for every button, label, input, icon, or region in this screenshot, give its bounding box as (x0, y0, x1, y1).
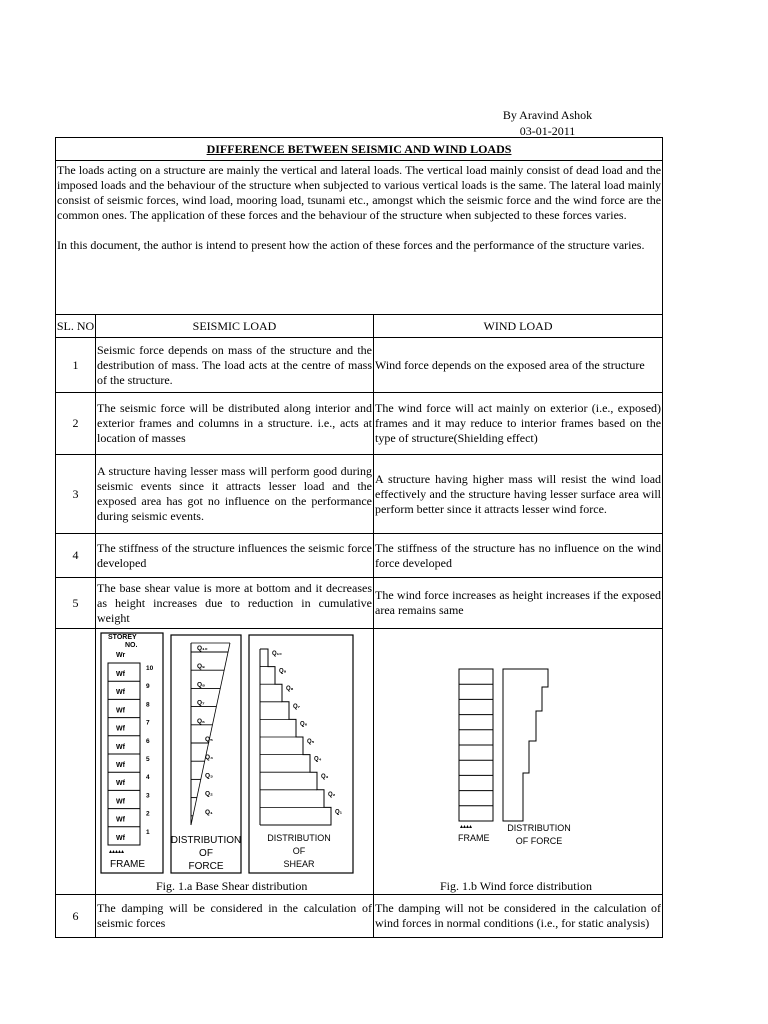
intro-paragraph-2: In this document, the author is intend to present how the action of these forces and the performance of the structure varies. (57, 238, 645, 252)
wind-cell: The wind force will act mainly on exterior (i.e., exposed) frames and it may reduce to interior frames based on the type of structure(Shielding effect) (374, 393, 663, 455)
document-title: DIFFERENCE BETWEEN SEISMIC AND WIND LOADS (206, 141, 512, 156)
table-row (56, 578, 663, 629)
row-number: 4 (56, 534, 96, 578)
intro-cell (56, 161, 663, 315)
storey-weight-label: Wf (116, 689, 125, 697)
figure-b-cell (374, 629, 663, 895)
storey-number: 6 (146, 737, 150, 745)
table-row (56, 895, 663, 938)
storey-weight-label: Wf (116, 725, 125, 733)
storey-no-label: NO. (125, 642, 138, 649)
figure-a-caption: Fig. 1.a Base Shear distribution (156, 879, 308, 893)
shear-q-label: Q₁ (335, 809, 343, 816)
storey-number: 9 (146, 683, 150, 691)
seismic-cell: Seismic force depends on mass of the structure and the destribution of mass. The load acts at the centre of mass of the structure. (96, 338, 374, 393)
storey-weight-label: Wf (116, 780, 125, 788)
force-a-label-2: OF (199, 848, 213, 859)
shear-q-label: Q₇ (293, 703, 301, 710)
force-q-label: Q₄ (205, 754, 214, 762)
storey-weight-label: Wf (116, 798, 125, 806)
seismic-cell: The stiffness of the structure influences the seismic force developed (96, 534, 374, 578)
storey-label: STOREY (108, 634, 137, 641)
wind-cell: A structure having higher mass will resist the wind load effectively and the structure having lesser surface area will perform better since it attracts lesser wind force. (374, 455, 663, 534)
shear-q-label: Q₅ (307, 739, 315, 745)
shear-q-label: Q₄ (314, 756, 322, 763)
row-number: 3 (56, 455, 96, 534)
table-row (56, 455, 663, 534)
wind-cell: The wind force increases as height increases if the exposed area remains same (374, 578, 663, 629)
storey-weight-label: Wf (116, 762, 125, 769)
storey-weight-label: Wf (116, 671, 125, 678)
base-shear-figure (96, 629, 374, 895)
header-sl-no: SL. NO (56, 315, 96, 338)
force-q-label: Q₆ (197, 717, 206, 725)
table-row (56, 534, 663, 578)
storey-number: 4 (146, 774, 150, 782)
force-b-label-1: DISTRIBUTION (507, 823, 571, 833)
shear-q-label: Q₃ (321, 774, 329, 781)
shear-a-label-1: DISTRIBUTION (267, 833, 331, 843)
frame-drawing (101, 633, 163, 873)
shear-a-label-2: OF (292, 846, 306, 856)
storey-number: 5 (146, 756, 150, 763)
storey-number: 1 (146, 828, 150, 836)
row-number: 6 (56, 895, 96, 938)
row-number: 5 (56, 578, 96, 629)
frame-a-label: FRAME (110, 859, 145, 870)
storey-number: 8 (146, 701, 150, 709)
wind-cell: The stiffness of the structure has no influence on the wind force developed (374, 534, 663, 578)
shear-q-label: Q₉ (279, 668, 287, 675)
header-seismic-load: SEISMIC LOAD (96, 315, 374, 338)
seismic-cell: The base shear value is more at bottom and it decreases as height increases due to reduction in cumulative weight (96, 578, 374, 629)
force-a-label-3: FORCE (188, 861, 224, 872)
wind-force-profile (503, 669, 548, 821)
storey-number: 3 (146, 792, 150, 800)
figure-row (56, 629, 663, 895)
force-q-label: Q₁ (205, 808, 213, 816)
wind-force-figure (374, 629, 663, 895)
seismic-cell: A structure having lesser mass will perform good during seismic events since it attracts lesser load and the exposed area has got no influence on the performance during seismic events. (96, 455, 374, 534)
wind-base-support-icon: ▴▴▴▴ (460, 824, 473, 830)
wind-cell: The damping will not be considered in the calculation of wind forces in normal conditions (i.e., for static analysis) (374, 895, 663, 938)
storey-weight-label: Wf (116, 834, 125, 842)
shear-q-label: Q₆ (300, 721, 308, 728)
force-q-label: Q₈ (197, 681, 206, 689)
force-q-label: Q₇ (197, 699, 205, 707)
storey-number: 10 (146, 665, 154, 672)
storey-weight-label: Wf (116, 743, 125, 751)
wind-cell: Wind force depends on the exposed area of the structure (374, 338, 663, 393)
wind-frame-drawing (459, 669, 493, 830)
storey-number: 2 (146, 810, 150, 818)
storey-weight-label: Wf (116, 816, 125, 824)
document-date: 03-01-2011 (519, 124, 576, 138)
table-row (56, 338, 663, 393)
seismic-cell: The seismic force will be distributed along interior and exterior frames and columns in a structure. i.e., acts at location of masses (96, 393, 374, 455)
header-wind-load: WIND LOAD (374, 315, 663, 338)
wind-force-distribution-drawing (503, 669, 548, 821)
figure-b-caption: Fig. 1.b Wind force distribution (440, 879, 592, 893)
figure-a-cell (96, 629, 374, 895)
comparison-table (55, 137, 663, 938)
shear-q-label: Q₁₀ (272, 651, 282, 657)
force-q-label: Q₉ (197, 663, 205, 671)
storey-number: 7 (146, 719, 150, 727)
seismic-cell: The damping will be considered in the calculation of seismic forces (96, 895, 374, 938)
shear-q-label: Q₈ (286, 686, 294, 693)
force-q-label: Q₂ (205, 790, 213, 798)
roof-weight-label: Wr (116, 652, 126, 659)
frame-border (101, 633, 163, 873)
frame-b-label: FRAME (458, 833, 490, 843)
shear-q-label: Q₂ (328, 791, 336, 798)
force-a-label-1: DISTRIBUTION (170, 835, 242, 846)
force-q-label: Q₅ (205, 736, 214, 743)
row-number: 2 (56, 393, 96, 455)
shear-a-label-3: SHEAR (283, 859, 315, 869)
storey-weight-label: Wf (116, 707, 125, 715)
table-row (56, 393, 663, 455)
row-number: 1 (56, 338, 96, 393)
force-q-label: Q₃ (205, 772, 214, 780)
force-b-label-2: OF FORCE (515, 836, 563, 846)
title-cell (56, 138, 663, 161)
intro-paragraph-1: The loads acting on a structure are mainly the vertical and lateral loads. The vertical load mainly consist of dead load and the imposed loads and the behaviour of the structure when subjected to various vertical loads is the same. The lateral load mainly consist of seismic forces, wind load, mooring load, tsunami etc., amongst which the seismic force and the wind force are the common ones. The application of these forces and the behaviour of the structure when subjected to these forces varies. (57, 163, 662, 222)
base-support-icon: ▴▴▴▴▴ (109, 849, 125, 855)
figure-empty-cell (56, 629, 96, 895)
author-name: By Aravind Ashok (502, 108, 593, 122)
force-q-label: Q₁₀ (197, 645, 208, 652)
